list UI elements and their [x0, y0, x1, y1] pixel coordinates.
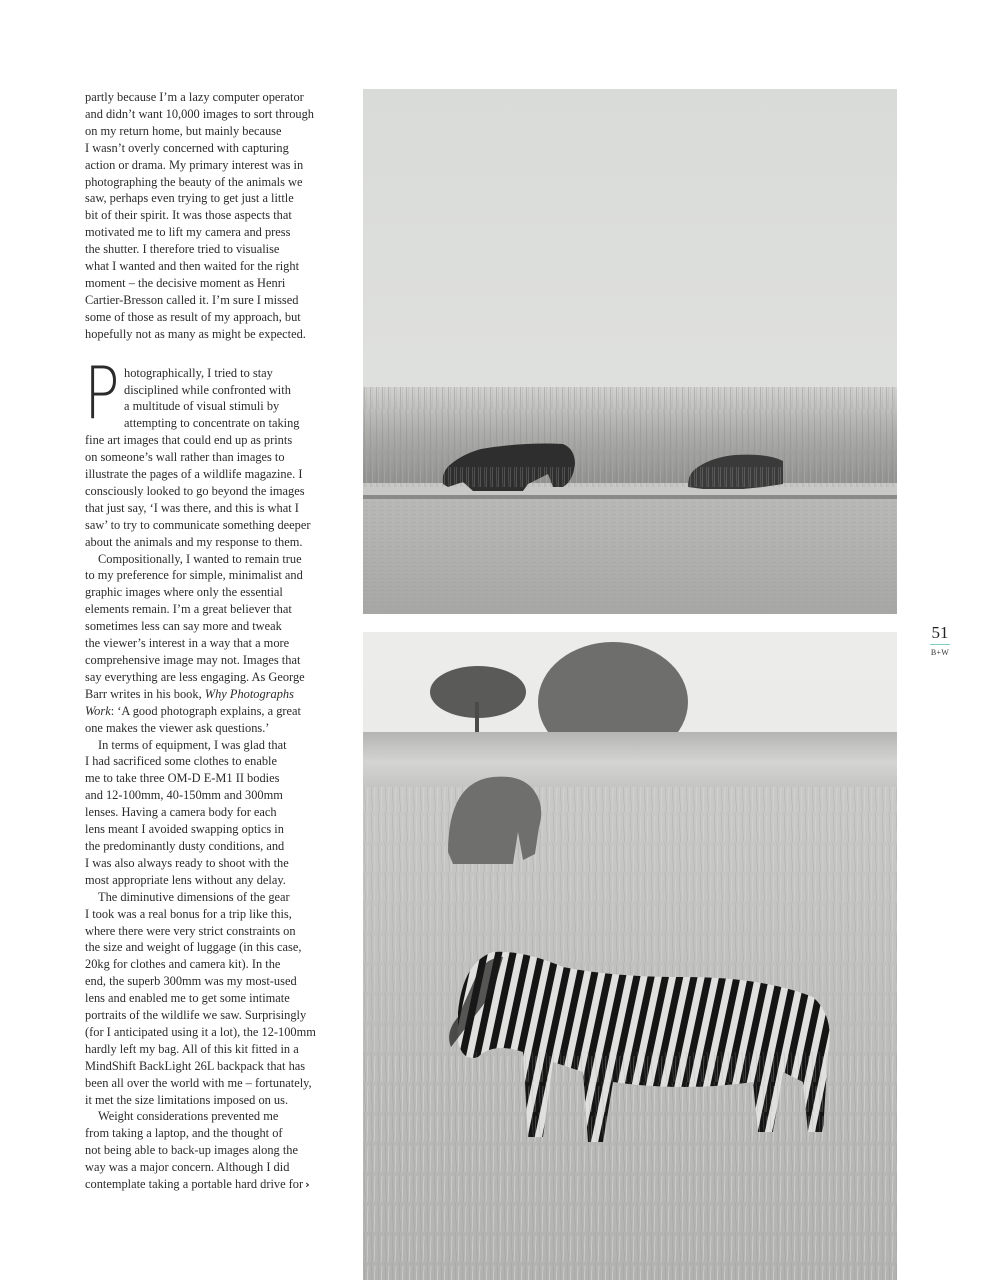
text-line: bit of their spirit. It was those aspects that: [85, 208, 292, 223]
text-line: hardly left my bag. All of this kit fitted in a: [85, 1041, 299, 1056]
text-line: (for I anticipated using it a lot), the 12-100mm: [85, 1024, 316, 1039]
text-line: elements remain. I’m a great believer that: [85, 602, 292, 617]
text-line: the predominantly dusty conditions, and: [85, 838, 285, 853]
text-line: attempting to concentrate on taking: [124, 416, 300, 431]
text-line: been all over the world with me – fortunately,: [85, 1075, 312, 1090]
text-line: the viewer’s interest in a way that a more: [85, 636, 290, 651]
page-number: 51: [931, 623, 949, 642]
text-line: about the animals and my response to them.: [85, 534, 303, 549]
text-line: 20kg for clothes and camera kit). In the: [85, 957, 281, 972]
drop-cap: P: [84, 350, 120, 435]
text-line: graphic images where only the essential: [85, 585, 283, 600]
paragraph-fine-art: [85, 432, 347, 550]
text-line: moment – the decisive moment as Henri: [85, 275, 286, 290]
text-line: Cartier-Bresson called it. I’m sure I missed: [85, 292, 299, 307]
text-line: on someone’s wall rather than images to: [85, 450, 285, 465]
text-line: one makes the viewer ask questions.’: [85, 720, 270, 735]
book-title: Why Photographs: [204, 686, 294, 701]
text-line: lens meant I avoided swapping optics in: [85, 822, 284, 837]
text-line: some of those as result of my approach, but: [85, 309, 301, 324]
text-line: most appropriate lens without any delay.: [85, 872, 286, 887]
photo-hippos: [363, 89, 897, 614]
text-line: I had sacrificed some clothes to enable: [85, 754, 277, 769]
text-line: from taking a laptop, and the thought of: [85, 1126, 283, 1141]
text-line: on my return home, but mainly because: [85, 123, 282, 138]
text-line: motivated me to lift my camera and press: [85, 225, 291, 240]
text-line: partly because I’m a lazy computer operator: [85, 90, 304, 104]
paragraph-dropcap: [84, 350, 347, 435]
text-line: I wasn’t overly concerned with capturing: [85, 140, 289, 155]
text-line: disciplined while confronted with: [124, 382, 291, 397]
text-line: The diminutive dimensions of the gear: [98, 889, 290, 904]
text-line: the size and weight of luggage (in this case,: [85, 940, 302, 955]
text-line: way was a major concern. Although I did: [85, 1160, 290, 1175]
text-line: comprehensive image may not. Images that: [85, 653, 301, 667]
paragraph-gear: [85, 889, 347, 1109]
text-line: and didn’t want 10,000 images to sort through: [85, 106, 314, 121]
text-fragment: : ‘A good photograph explains, a great: [110, 703, 301, 718]
text-line: MindShift BackLight 26L backpack that has: [85, 1058, 306, 1073]
text-line: Compositionally, I wanted to remain true: [98, 551, 302, 566]
text-line: and 12-100mm, 40-150mm and 300mm: [85, 788, 283, 803]
paragraph-equipment: [85, 737, 347, 889]
text-line: that just say, ‘I was there, and this is what I: [85, 500, 299, 515]
text-line: lens and enabled me to get some intimate: [85, 991, 290, 1006]
text-line: not being able to back-up images along the: [85, 1143, 298, 1158]
hippo-photo-illustration: [363, 89, 897, 614]
folio: [928, 624, 952, 657]
text-line: the shutter. I therefore tried to visualise: [85, 242, 280, 257]
paragraph-backup: [85, 1108, 347, 1194]
text-line: say everything are less engaging. As George: [85, 669, 305, 684]
magazine-logo: B+W: [930, 648, 950, 657]
text-line: fine art images that could end up as prints: [85, 433, 293, 448]
zebra-photo-illustration: [363, 632, 897, 1280]
text-line: [85, 686, 347, 703]
text-line: sometimes less can say more and tweak: [85, 619, 282, 634]
text-line: hopefully not as many as might be expected.: [85, 326, 306, 341]
text-line: hotographically, I tried to stay: [124, 365, 273, 380]
article-body: [85, 89, 347, 1194]
paragraph-composition: [85, 551, 347, 737]
text-line: saw, perhaps even trying to get just a little: [85, 191, 294, 206]
text-line: In terms of equipment, I was glad that: [98, 737, 287, 752]
continue-arrow-icon: ›: [305, 1178, 310, 1192]
text-line: I was also always ready to shoot with the: [85, 855, 289, 870]
text-line: saw’ to try to communicate something deeper: [85, 517, 311, 532]
text-line: consciously looked to go beyond the images: [85, 483, 305, 498]
text-line: action or drama. My primary interest was in: [85, 157, 304, 172]
text-line: where there were very strict constraints on: [85, 923, 296, 938]
text-line: what I wanted and then waited for the right: [85, 259, 300, 274]
text-line: portraits of the wildlife we saw. Surprisingly: [85, 1008, 307, 1023]
text-fragment: Barr writes in his book,: [85, 686, 205, 701]
paragraph-intro: [85, 89, 347, 343]
text-line: [85, 1176, 347, 1194]
folio-accent-rule: [930, 644, 950, 645]
text-line: to my preference for simple, minimalist and: [85, 568, 303, 583]
text-line: me to take three OM-D E-M1 II bodies: [85, 771, 280, 786]
text-line: Weight considerations prevented me: [98, 1109, 279, 1124]
text-line: illustrate the pages of a wildlife magazine. I: [85, 467, 303, 482]
text-line: photographing the beauty of the animals we: [85, 174, 303, 189]
photo-zebra-elephant: [363, 632, 897, 1280]
text-line: a multitude of visual stimuli by: [124, 399, 280, 414]
text-line: it met the size limitations imposed on us.: [85, 1092, 289, 1107]
text-fragment: contemplate taking a portable hard drive for: [85, 1177, 304, 1192]
text-line: I took was a real bonus for a trip like this,: [85, 906, 292, 921]
text-line: lenses. Having a camera body for each: [85, 805, 277, 820]
text-line: [85, 703, 347, 720]
book-title: Work: [85, 703, 111, 718]
text-line: end, the superb 300mm was my most-used: [85, 974, 297, 989]
